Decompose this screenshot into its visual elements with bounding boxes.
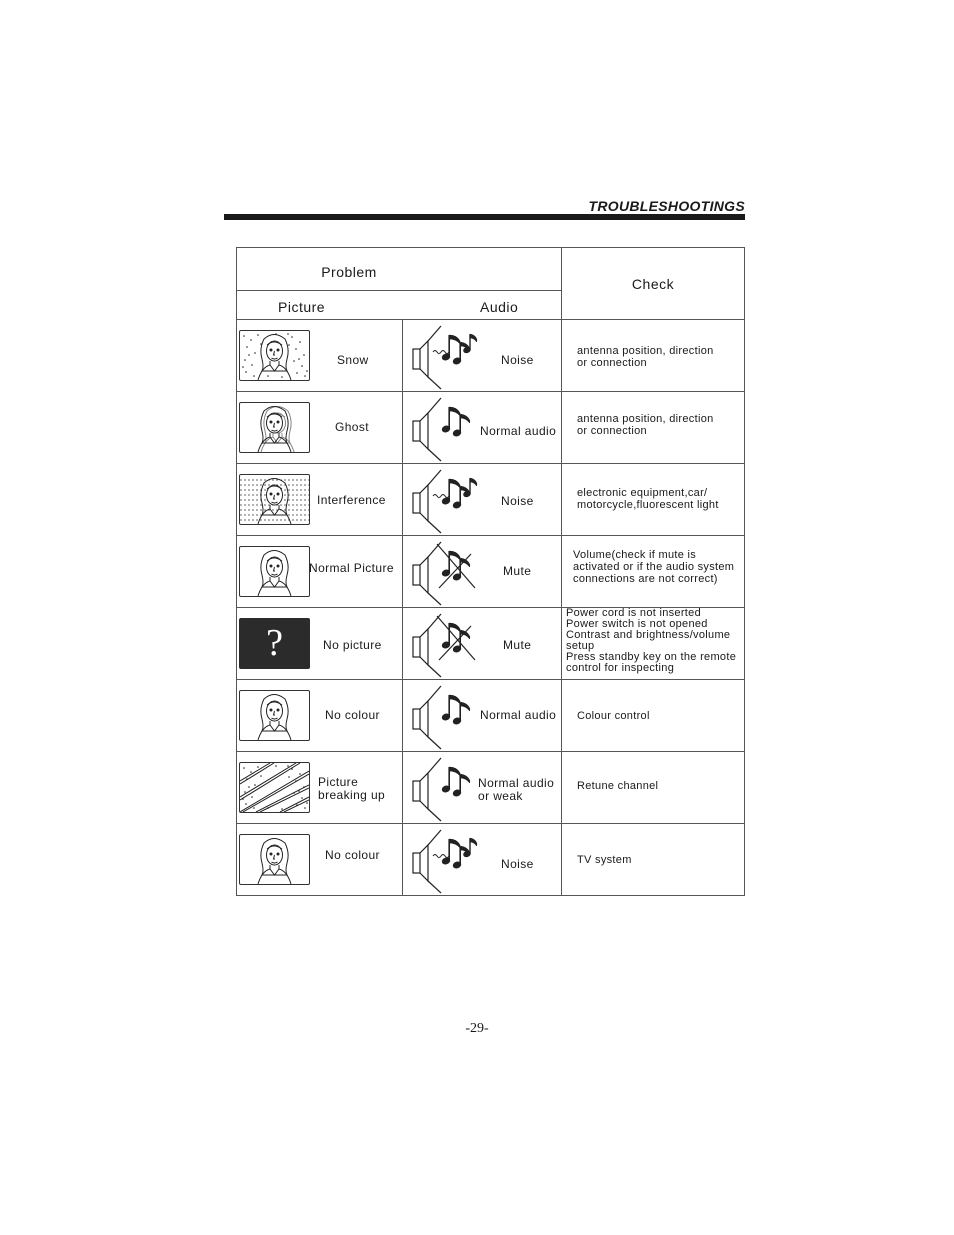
header-rule [224,214,745,220]
check-text: Colour control [577,710,650,722]
mute-speaker-icon [409,538,479,606]
check-text: Retune channel [577,780,659,792]
table-row [237,752,745,824]
noise-speaker-icon [409,466,479,534]
check-header: Check [562,248,745,320]
check-text: antenna position, direction or connection [577,345,714,369]
picture-symptom: No colour [325,708,380,722]
audio-symptom: Noise [501,857,534,871]
troubleshooting-table [236,247,745,896]
snow-picture-icon [239,330,310,381]
picture-symptom: Interference [317,493,386,507]
normal-picture-icon [239,690,310,741]
normal-speaker-icon [409,754,479,822]
audio-symptom: Normal audio or weak [478,776,555,803]
normal-speaker-icon [409,682,479,750]
subheader [237,291,562,320]
audio-header: Audio [480,299,519,315]
check-text: TV system [577,854,632,866]
audio-symptom: Normal audio [480,708,557,722]
picture-symptom: Snow [337,353,369,367]
check-text: antenna position, direction or connection [577,413,714,437]
table-row [237,608,745,680]
picture-symptom: Normal Picture [309,561,394,575]
audio-symptom: Noise [501,494,534,508]
noise-speaker-icon [409,322,479,390]
section-title: TROUBLESHOOTINGS [588,198,745,214]
picture-symptom: No colour [325,848,380,862]
normal-picture-icon [239,834,310,885]
picture-symptom: No picture [323,638,382,652]
noise-speaker-icon [409,826,479,894]
table-row [237,536,745,608]
audio-symptom: Mute [503,638,532,652]
picture-symptom: Ghost [335,420,370,434]
check-text: Power cord is not inserted Power switch is not opened Contrast and brightness/volume setup Press standby key on the remote control for inspecting [566,607,737,674]
check-text: Volume(check if mute is activated or if the audio system connections are not correct) [573,549,735,585]
problem-header: Problem [237,248,562,291]
picture-symptom: Picture breaking up [318,775,386,802]
audio-symptom: Noise [501,353,534,367]
table-row [237,680,745,752]
table-row [237,464,745,536]
table-row [237,824,745,896]
page-number: -29- [465,1021,489,1036]
question-picture-icon: ? [239,618,310,669]
table-row [237,320,745,392]
picture-header: Picture [278,299,326,315]
breaking-picture-icon [239,762,310,813]
mute-speaker-icon [409,610,479,678]
audio-symptom: Normal audio [480,424,557,438]
interference-picture-icon [239,474,310,525]
normal-speaker-icon [409,394,479,462]
ghost-picture-icon [239,402,310,453]
table-row [237,392,745,464]
check-text: electronic equipment,car/ motorcycle,fluorescent light [577,487,719,511]
audio-symptom: Mute [503,564,532,578]
normal-picture-icon [239,546,310,597]
